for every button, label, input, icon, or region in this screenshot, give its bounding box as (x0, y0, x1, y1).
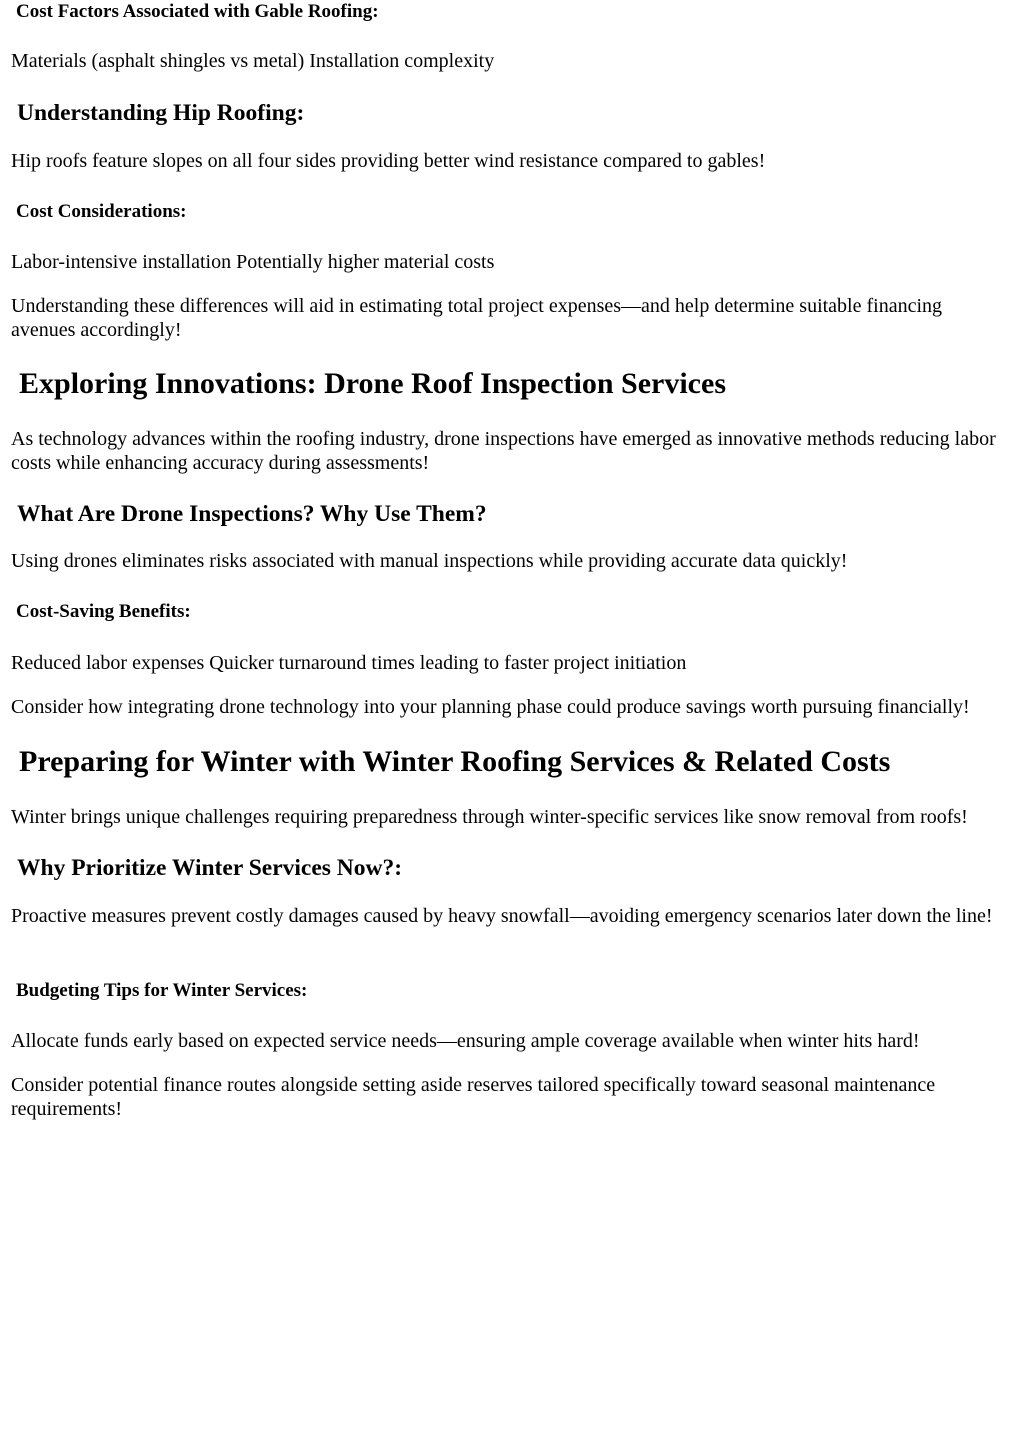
winter-section-heading: Preparing for Winter with Winter Roofing Services & Related Costs (19, 745, 891, 778)
winter-why-text: Proactive measures prevent costly damages caused by heavy snowfall—avoiding emergency scenarios later down the line! (11, 905, 993, 927)
winter-intro-paragraph: Winter brings unique challenges requiring preparedness through winter-specific services like snow removal from roofs! (11, 806, 968, 828)
drone-savings-text: Reduced labor expenses Quicker turnaround times leading to faster project initiation (11, 652, 687, 674)
hip-roofing-heading: Understanding Hip Roofing: (17, 100, 305, 126)
gable-cost-heading: Cost Factors Associated with Gable Roofing: (16, 1, 379, 22)
winter-budget-text: Allocate funds early based on expected service needs—ensuring ample coverage available when winter hits hard! (11, 1030, 920, 1052)
drone-section-heading: Exploring Innovations: Drone Roof Inspection Services (19, 367, 726, 400)
hip-roofing-text: Hip roofs feature slopes on all four sides providing better wind resistance compared to gables! (11, 150, 766, 172)
winter-finance-paragraph: Consider potential finance routes alongside setting aside reserves tailored specifically toward seasonal maintenance requirements! (11, 1074, 936, 1120)
drone-what-heading: What Are Drone Inspections? Why Use Them? (17, 501, 487, 527)
hip-cost-text: Labor-intensive installation Potentially higher material costs (11, 251, 495, 273)
gable-cost-text: Materials (asphalt shingles vs metal) Installation complexity (11, 50, 495, 72)
drone-what-text: Using drones eliminates risks associated with manual inspections while providing accurate data quickly! (11, 550, 848, 572)
drone-consider-paragraph: Consider how integrating drone technology into your planning phase could produce savings worth pursuing financially! (11, 696, 970, 718)
winter-budget-heading: Budgeting Tips for Winter Services: (16, 980, 308, 1001)
differences-paragraph: Understanding these differences will aid in estimating total project expenses—and help determine suitable financing avenues accordingly! (11, 295, 943, 341)
drone-savings-heading: Cost-Saving Benefits: (16, 601, 191, 622)
drone-intro-paragraph: As technology advances within the roofing industry, drone inspections have emerged as innovative methods reducing labor costs while enhancing accuracy during assessments! (11, 428, 996, 474)
winter-why-heading: Why Prioritize Winter Services Now?: (17, 855, 403, 881)
hip-cost-heading: Cost Considerations: (16, 201, 187, 222)
